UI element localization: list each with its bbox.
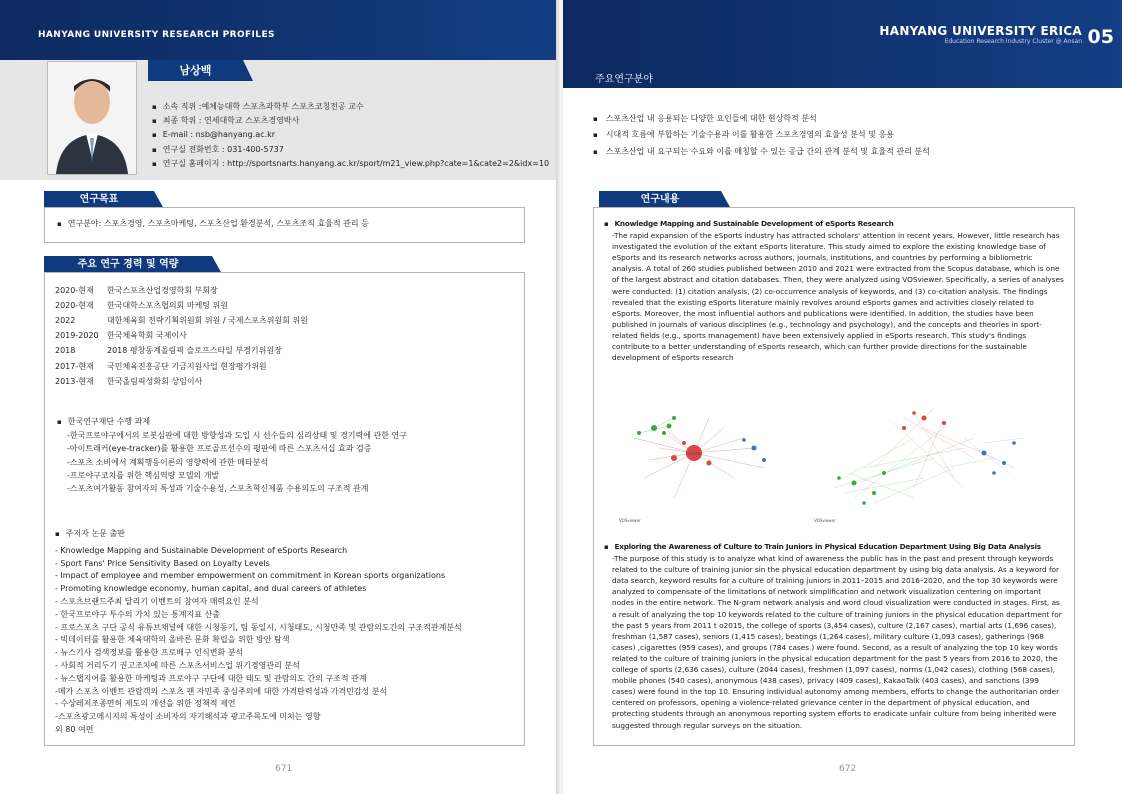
list-item: - 한국프로야구 투수의 가치 있는 통계지표 산출 [55,609,220,619]
list-item: - Sport Fans' Price Sensitivity Based on Loyalty Levels [55,558,270,568]
list-item: - 사회적 거리두기 권고조치에 따른 스포츠서비스업 위기경영관리 분석 [55,660,300,670]
node-label: esports [686,451,701,456]
research-area-title: 주요연구분야 [595,74,653,85]
vosviewer-label: VOSviewer [814,518,836,523]
publications-section [55,528,462,737]
career-box [44,272,525,746]
list-item: - 스포츠브랜드주최 달리기 이벤트의 참여자 매력요인 분석 [55,596,259,606]
career-table [55,283,312,389]
table-row: 2020-현재 한국대학스포츠협의회 마케팅 위원 [55,301,229,311]
contact-list [152,100,549,171]
article-2 [604,541,1064,731]
article-title: ▪ Knowledge Mapping and Sustainable Development of eSports Research [604,218,1064,230]
table-row: 2019-2020 한국체육학회 국제이사 [55,331,187,341]
contact-phone: ▪ 연구실 전화번호 : 031-400-5737 [152,143,549,157]
section-number: 05 [1087,26,1114,48]
list-item: - Knowledge Mapping and Sustainable Development of eSports Research [55,545,348,555]
list-item: - 빅데이터를 활용한 체육대학의 올바른 문화 확립을 위한 방안 탐색 [55,635,290,645]
contact-affiliation: ▪ 소속 직위 :예체능대학 스포츠과학부 스포츠코칭전공 교수 [152,100,549,114]
list-item: ▪ 시대적 흐름에 부합하는 기술수용과 이를 활용한 스포츠경영의 효율성 분석 및 응용 [593,127,930,143]
table-row: 2022 대한체육회 전략기획위원회 위원 / 국제스포츠위원회 위원 [55,316,308,326]
network-graph-small [619,416,766,523]
list-item: 외 80 여편 [55,724,94,734]
goal-box [44,207,525,243]
right-page [563,0,1122,794]
research-area-list [593,111,930,160]
network-graph-large [814,408,1024,523]
profile-name: 남상백 [148,60,243,81]
cluster-name: Education Research Industry Cluster @ Ansan [944,38,1082,45]
list-item: - Impact of employee and member empowerment on commitment in Korean sports organizations [55,571,446,581]
publication-title: HANYANG UNIVERSITY RESEARCH PROFILES [38,30,275,40]
list-item: - Promoting knowledge economy, human capital, and dual careers of athletes [55,584,367,594]
list-item: -스포츠광고메시지의 특성이 소비자의 자기해석과 광고주목도에 미치는 영향 [55,712,321,722]
goal-heading: 연구목표 [44,191,154,209]
contact-degree: ▪ 최종 학위 : 연세대학교 스포츠경영박사 [152,114,549,128]
publications-title: ▪ 주저자 논문 출판 [55,528,462,541]
article-1 [604,218,1064,363]
content-heading: 연구내용 [599,191,721,209]
article-body: -The purpose of this study is to analyze what kind of awareness the public has in the past and present through keywords related to the culture of training junior sin the physical education department by using big data analysis. As a keyword for data search, keyword results for a culture of training juniors in 2011–2015 and 2016–2020, and the top 30 keywords were analyzed to compensate of the limitations of network simplification and network visualization centering on important nodes in the entire network. The N-gram network analysis and word cloud visualization were conducted in stages. First, as a result of analyzing the top 10 keywords related to the culture of training juniors in the physical education department for the past 5 years from 2011 t o2015, the college of sports (3,454 cases), culture (2,167 cases), martial arts (1,696 cases), freshman (1,587 cases), seniors (1,415 cases), beatings (1,264 cases), military culture (1,093 cases), gatherings (968 cases) ,cigarettes (959 cases), and groups (784 cases ) were found. Second, as a result of analyzing the top 10 key words related to the culture of training juniors in the physical education department for the past 5 years from 2016 to 2020, the college of sports (2,636 cases), culture (2044 cases), freshmen (1,097 cases), norms (1,042 cases), clothing (568 cases), mobile phones (540 cases), anonymous (438 cases), privacy (409 cases), KakaoTalk (403 cases), and sanctions (399 cases) were found in the top 10. Ensuring individual autonomy among members, efforts to change the authoritarian order centered on professors, opening a violence-related grievance center in the department of physical education, and protecting students through an anonymous reporting system efforts to eradicate unfair culture from being inherited were suggested through regular surveys on the situation. [612,554,1062,730]
list-item: - 뉴스탭지어를 활용한 마케팅과 프로야구 구단에 대한 태도 및 관람의도 간의 구조적 관계 [55,673,367,683]
network-figure [614,398,1069,528]
list-item: -메가 스포츠 이벤트 관람객의 스포츠 팬 자민족 중심주의에 대한 가격탄력성과 가격민감성 분석 [55,686,388,696]
list-item: - 수상레저조종면허 제도의 개선을 위한 정책적 제언 [55,699,236,709]
career-heading: 주요 연구 경력 및 역량 [44,256,212,274]
contact-email[interactable]: ▪ E-mail : nsb@hanyang.ac.kr [152,128,549,142]
profile-photo [47,61,137,175]
vosviewer-label: VOSviewer [619,518,641,523]
page-number-right: 672 [839,764,857,774]
page-number-left: 671 [275,764,293,774]
left-page [0,0,559,794]
list-item: -프로야구코치를 위한 핵심역량 모델의 개발 [67,470,220,480]
table-row: 2020-현재 한국스포츠산업경영학회 부회장 [55,286,218,296]
table-row: 2017-현재 국민체육진흥공단 기금지원사업 현장평가위원 [55,361,267,371]
content-box [593,207,1075,746]
goal-text: ▪ 연구분야: 스포츠경영, 스포츠마케팅, 스포츠산업 환경분석, 스포츠조직 효율적 관리 등 [57,218,524,229]
projects-section [57,415,407,495]
list-item: -한국프로야구에서의 로봇심판에 대한 방향성과 도입 시 선수들의 심리상태 및 경기력에 관한 연구 [67,431,407,441]
article-title: ▪ Exploring the Awareness of Culture to Train Juniors in Physical Education Department Using Big Data Analysis [604,541,1064,553]
list-item: -스포츠여가활동 참여자의 특성과 기술수용성, 스포츠혁신제품 수용의도의 구조적 관계 [67,484,369,494]
table-row: 2018 2018 평창동계올림픽 슬로프스타일 부경기위원장 [55,346,282,356]
list-item: - 프로스포츠 구단 공식 유튜브채널에 대한 시청동기, 팀 동일시, 시청태도, 시청만족 및 관람의도간의 구조적관계분석 [55,622,462,632]
projects-title: ▪ 한국연구재단 수행 과제 [57,415,407,429]
table-row: 2013-현재 한국올림픽성화회 상임이사 [55,376,203,386]
contact-homepage[interactable]: ▪ 연구실 홈페이지 : http://sportsnarts.hanyang.ac.kr/sport/m21_view.php?cate=1&cate2=2&idx=10 [152,157,549,171]
university-name: HANYANG UNIVERSITY ERICA [879,24,1082,38]
university-header [879,24,1114,48]
list-item: ▪ 스포츠산업 내 요구되는 수요와 이를 매칭할 수 있는 공급 간의 관계 분석 및 효율적 관리 분석 [593,144,930,160]
list-item: -아이트래커(eye-tracker)를 활용한 프로골프선수의 평판에 따른 스포츠서십 효과 검증 [67,444,372,454]
article-body: -The rapid expansion of the eSports industry has attracted scholars' attention in recent years. However, little research has investigated the evolution of the extant eSports literature. This study aimed to explore the existing knowledge base of eSports and its research networks across authors, journals, institutions, and countries by performing a bibliometric analysis. A total of 260 studies published between 2010 and 2021 were extracted from the Scopus database, which is one of the largest abstract and citation databases. Then, they were analyzed using VOSviewer. Specifically, a series of analyses were conducted: (1) citation analysis, (2) co-occurrence analysis of keywords, and (3) co-citation analysis. The findings revealed that the existing eSports literature mainly revolves around eSports games and activities closely related to eSports. Moreover, the most influential authors and publications were identified. In addition, the studies have been published in journals of various disciplines (e.g., technology and psychology), and the concepts and theories in sport-related fields (e.g., sports management) have been extensively applied in eSports research. This study's findings contribute to a better understanding of eSports research, which can further provide directions for the sustainable development of eSports research [612,231,1064,363]
list-item: -스포츠 소비에서 계획행동이론의 영향력에 관한 메타분석 [67,457,269,467]
list-item: - 뉴스기사 검색정보를 활용한 프로배구 인식변화 분석 [55,648,244,658]
list-item: ▪ 스포츠산업 내 응용되는 다양한 요인들에 대한 현상학적 분석 [593,111,930,127]
